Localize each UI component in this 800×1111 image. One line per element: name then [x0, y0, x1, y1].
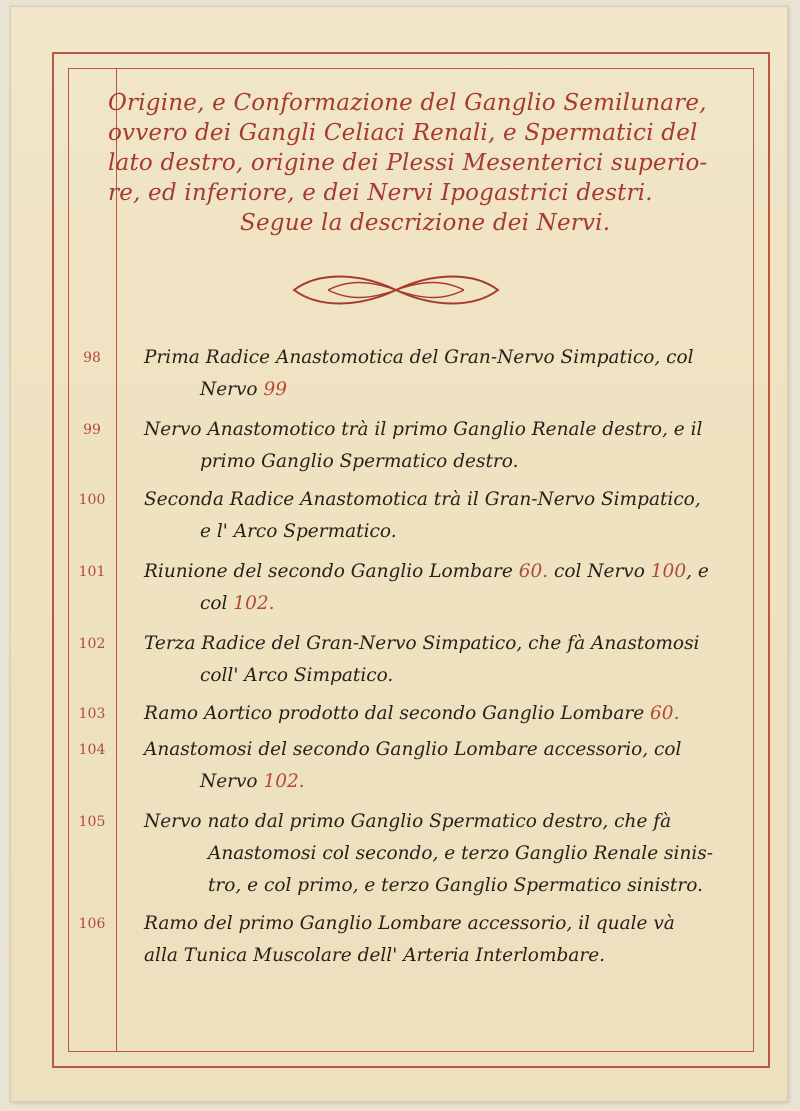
cross-reference: 100: [650, 561, 687, 582]
entry-text: [144, 628, 714, 692]
entry-number: 100: [78, 492, 106, 508]
entry-line: e l' Arco Spermatico.: [200, 521, 397, 542]
entry-text: [144, 342, 714, 406]
entry-line: tro, e col primo, e terzo Ganglio Spermatico sinistro.: [208, 875, 703, 896]
entry-line: alla Tunica Muscolare dell' Arteria Interlombare.: [144, 945, 606, 966]
entry-line: Terza Radice del Gran-Nervo Simpatico, che fà Anastomosi: [144, 633, 700, 654]
cross-reference: 99: [263, 379, 287, 400]
entry-line: col 102.: [200, 593, 275, 614]
entry-number: 101: [78, 564, 106, 580]
entry-number: 104: [78, 742, 106, 758]
title-line: Origine, e Conformazione del Ganglio Semilunare,: [108, 90, 707, 116]
cross-reference: 102.: [233, 593, 275, 614]
cross-reference: 60.: [650, 703, 680, 724]
entry-line: Ramo del primo Ganglio Lombare accessorio, il quale và: [144, 913, 675, 934]
title-line: lato destro, origine dei Plessi Mesenterici superio-: [108, 150, 708, 176]
entry-text: [144, 908, 714, 972]
entry-line: Seconda Radice Anastomotica trà il Gran-Nervo Simpatico,: [144, 489, 701, 510]
entry-text: [144, 484, 714, 548]
cross-reference: 60.: [518, 561, 549, 582]
entry-line: primo Ganglio Spermatico destro.: [200, 451, 519, 472]
entry-line: Ramo Aortico prodotto dal secondo Ganglio Lombare 60.: [144, 703, 680, 724]
entry-text: [144, 806, 714, 902]
entry-line: Nervo Anastomotico trà il primo Ganglio Renale destro, e il: [144, 419, 703, 440]
entry-line: Riunione del secondo Ganglio Lombare 60. col Nervo 100, e: [144, 561, 709, 582]
entry-number: 102: [78, 636, 106, 652]
entry-line: Nervo 102.: [200, 771, 305, 792]
title-subheading: Segue la descrizione dei Nervi.: [240, 210, 611, 236]
entry-line: coll' Arco Simpatico.: [200, 665, 394, 686]
entry-text: [144, 698, 714, 730]
title-line: re, ed inferiore, e dei Nervi Ipogastrici destri.: [108, 180, 653, 206]
page-title: [108, 88, 728, 238]
entry-line: Prima Radice Anastomotica del Gran-Nervo Simpatico, col: [144, 347, 694, 368]
entry-text: [144, 734, 714, 798]
entry-number: 105: [78, 814, 106, 830]
entry-line: Nervo 99: [200, 379, 287, 400]
entry-number: 106: [78, 916, 106, 932]
entry-number: 99: [83, 422, 101, 438]
entry-number: 103: [78, 706, 106, 722]
cross-reference: 102.: [263, 771, 305, 792]
entry-text: [144, 556, 714, 620]
entry-text: [144, 414, 714, 478]
entry-line: Nervo nato dal primo Ganglio Spermatico destro, che fà: [144, 811, 672, 832]
entry-line: Anastomosi col secondo, e terzo Ganglio Renale sinis-: [208, 843, 714, 864]
entry-line: Anastomosi del secondo Ganglio Lombare accessorio, col: [144, 739, 682, 760]
title-line: ovvero dei Gangli Celiaci Renali, e Spermatici del: [108, 120, 698, 146]
flourish-ornament: [288, 268, 504, 312]
entry-number: 98: [83, 350, 101, 366]
